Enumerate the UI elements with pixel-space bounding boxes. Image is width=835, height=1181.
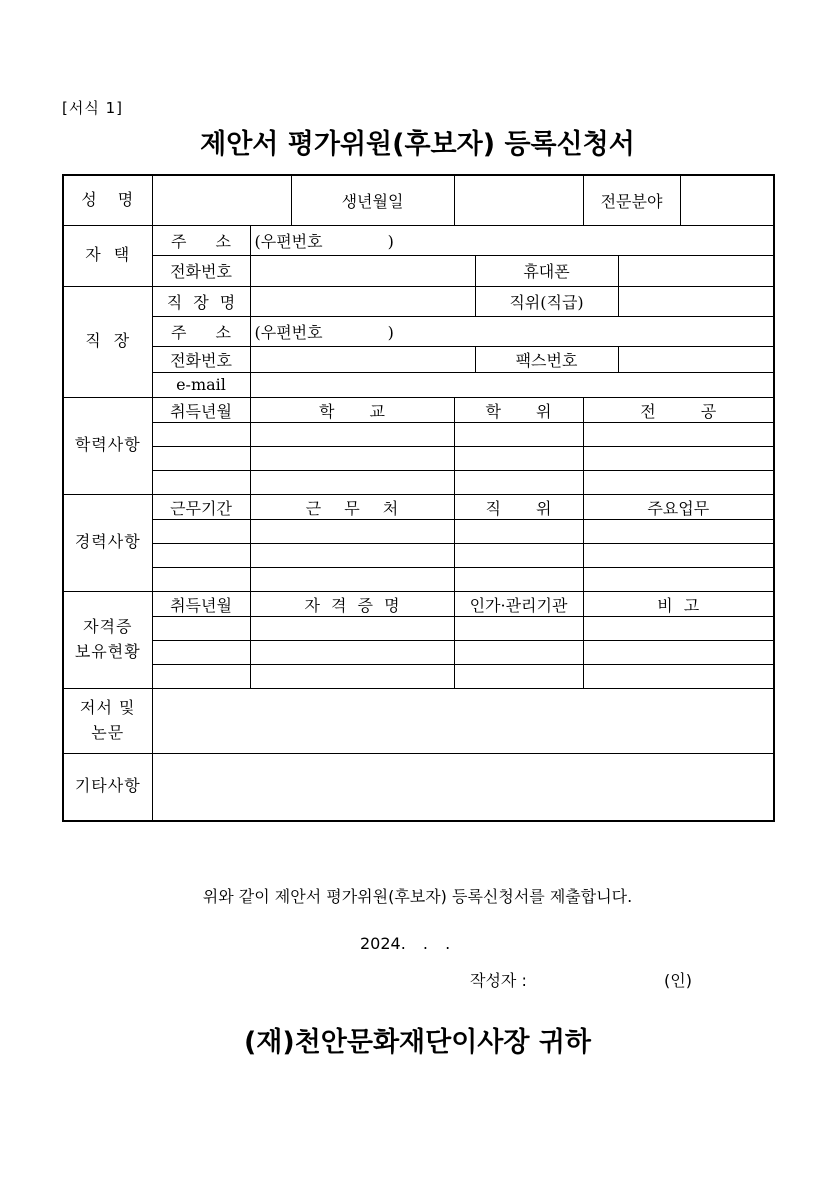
workplace-field[interactable] xyxy=(250,286,475,316)
license-cell[interactable] xyxy=(583,616,774,640)
education-cell[interactable] xyxy=(250,446,454,470)
position-field[interactable] xyxy=(618,286,774,316)
publications-label-line2: 논문 xyxy=(91,722,125,742)
position-label: 직위(직급) xyxy=(475,286,618,316)
home-postal-field[interactable] xyxy=(250,225,774,255)
publications-label xyxy=(63,688,152,753)
publications-row xyxy=(63,688,774,753)
license-cell[interactable] xyxy=(454,640,583,664)
license-col-authority: 인가·관리기관 xyxy=(454,591,583,616)
license-cell[interactable] xyxy=(250,640,454,664)
field-label: 전문분야 xyxy=(583,175,680,225)
work-address-row xyxy=(63,316,774,346)
work-postal-field[interactable] xyxy=(250,316,774,346)
career-cell[interactable] xyxy=(454,543,583,567)
work-phone-row xyxy=(63,346,774,372)
career-cell[interactable] xyxy=(454,567,583,591)
license-row xyxy=(63,640,774,664)
home-address-row xyxy=(63,225,774,255)
license-cell[interactable] xyxy=(583,640,774,664)
home-phone-label: 전화번호 xyxy=(152,255,250,286)
education-cell[interactable] xyxy=(152,422,250,446)
license-cell[interactable] xyxy=(152,640,250,664)
education-header-row xyxy=(63,397,774,422)
career-cell[interactable] xyxy=(454,519,583,543)
education-label: 학력사항 xyxy=(63,397,152,494)
career-cell[interactable] xyxy=(152,519,250,543)
career-col-period: 근무기간 xyxy=(152,494,250,519)
career-cell[interactable] xyxy=(250,567,454,591)
license-cell[interactable] xyxy=(152,664,250,688)
education-row xyxy=(63,446,774,470)
education-col-date: 취득년월 xyxy=(152,397,250,422)
work-phone-field[interactable] xyxy=(250,346,475,372)
license-cell[interactable] xyxy=(152,616,250,640)
home-label: 자 택 xyxy=(63,225,152,286)
license-cell[interactable] xyxy=(250,664,454,688)
education-col-major: 전 공 xyxy=(583,397,774,422)
seal-label: (인) xyxy=(664,971,692,990)
writer-label: 작성자 : xyxy=(470,971,527,990)
education-col-degree: 학 위 xyxy=(454,397,583,422)
license-cell[interactable] xyxy=(454,616,583,640)
license-header-row xyxy=(63,591,774,616)
career-label: 경력사항 xyxy=(63,494,152,591)
career-col-position: 직 위 xyxy=(454,494,583,519)
education-row xyxy=(63,470,774,494)
career-col-duties: 주요업무 xyxy=(583,494,774,519)
career-cell[interactable] xyxy=(250,543,454,567)
fax-label: 팩스번호 xyxy=(475,346,618,372)
career-cell[interactable] xyxy=(152,543,250,567)
birth-label: 생년월일 xyxy=(291,175,454,225)
mobile-label: 휴대폰 xyxy=(475,255,618,286)
education-cell[interactable] xyxy=(583,422,774,446)
education-cell[interactable] xyxy=(454,422,583,446)
career-cell[interactable] xyxy=(583,519,774,543)
page-title: 제안서 평가위원(후보자) 등록신청서 xyxy=(200,129,635,160)
education-cell[interactable] xyxy=(583,446,774,470)
name-value-field[interactable] xyxy=(152,175,291,225)
registration-form-table xyxy=(62,174,775,822)
career-row xyxy=(63,543,774,567)
license-row xyxy=(63,616,774,640)
education-cell[interactable] xyxy=(152,470,250,494)
license-col-name: 자 격 증 명 xyxy=(250,591,454,616)
submission-statement: 위와 같이 제안서 평가위원(후보자) 등록신청서를 제출합니다. xyxy=(202,887,633,906)
addressee: (재)천안문화재단이사장 귀하 xyxy=(243,1027,592,1058)
education-row xyxy=(63,422,774,446)
etc-field[interactable] xyxy=(152,753,774,821)
license-label-line2: 보유현황 xyxy=(74,641,141,661)
career-header-row xyxy=(63,494,774,519)
career-cell[interactable] xyxy=(583,567,774,591)
career-row xyxy=(63,519,774,543)
education-cell[interactable] xyxy=(250,422,454,446)
name-label: 성 명 xyxy=(63,175,152,225)
education-cell[interactable] xyxy=(250,470,454,494)
license-row xyxy=(63,664,774,688)
etc-label: 기타사항 xyxy=(63,753,152,821)
publications-label-line1: 저서 및 xyxy=(80,697,136,717)
education-cell[interactable] xyxy=(583,470,774,494)
license-label xyxy=(63,591,152,688)
home-phone-row xyxy=(63,255,774,286)
form-number: [서식 1] xyxy=(62,99,123,117)
home-phone-field[interactable] xyxy=(250,255,475,286)
fax-field[interactable] xyxy=(618,346,774,372)
career-cell[interactable] xyxy=(250,519,454,543)
basic-info-row xyxy=(63,175,774,225)
license-col-date: 취득년월 xyxy=(152,591,250,616)
work-name-row xyxy=(63,286,774,316)
career-row xyxy=(63,567,774,591)
home-address-label: 주 소 xyxy=(152,225,250,255)
education-col-school: 학 교 xyxy=(250,397,454,422)
license-col-note: 비 고 xyxy=(583,591,774,616)
submission-date: 2024. . . xyxy=(360,934,451,953)
career-col-workplace: 근 무 처 xyxy=(250,494,454,519)
etc-row xyxy=(63,753,774,821)
publications-field[interactable] xyxy=(152,688,774,753)
workplace-label: 직 장 명 xyxy=(152,286,250,316)
career-cell[interactable] xyxy=(583,543,774,567)
birth-value-field[interactable] xyxy=(454,175,583,225)
home-postal-label: (우편번호 ) xyxy=(254,231,394,251)
education-cell[interactable] xyxy=(152,446,250,470)
work-postal-label: (우편번호 ) xyxy=(254,322,394,342)
work-phone-label: 전화번호 xyxy=(152,346,250,372)
work-address-label: 주 소 xyxy=(152,316,250,346)
education-cell[interactable] xyxy=(454,470,583,494)
field-value-field[interactable] xyxy=(680,175,774,225)
education-cell[interactable] xyxy=(454,446,583,470)
work-label: 직 장 xyxy=(63,286,152,397)
license-cell[interactable] xyxy=(583,664,774,688)
work-email-row xyxy=(63,372,774,397)
license-cell[interactable] xyxy=(250,616,454,640)
email-field[interactable] xyxy=(250,372,774,397)
mobile-field[interactable] xyxy=(618,255,774,286)
career-cell[interactable] xyxy=(152,567,250,591)
license-label-line1: 자격증 xyxy=(83,616,133,636)
email-label: e-mail xyxy=(152,372,250,397)
license-cell[interactable] xyxy=(454,664,583,688)
